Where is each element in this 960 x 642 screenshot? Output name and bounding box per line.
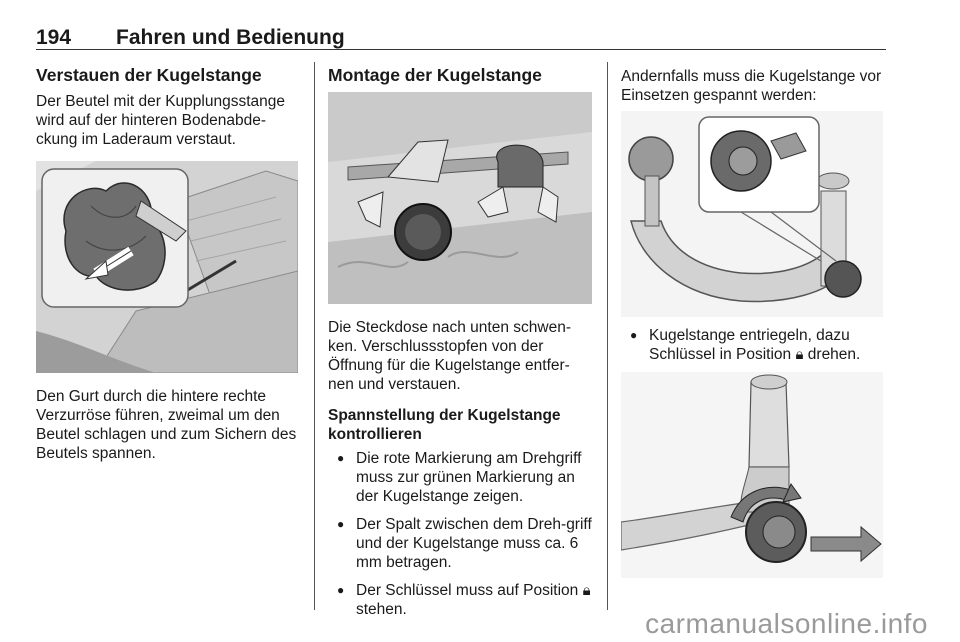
checklist — [328, 449, 594, 619]
paragraph: Die Steckdose nach unten schwen-ken. Verschlussstopfen von der Öffnung für die Kugelstange entfer-nen und verstauen. — [328, 319, 571, 393]
page-header — [36, 26, 886, 50]
lock-icon: 🔒︎ — [582, 582, 591, 599]
chapter-title: Fahren und Bedienung — [116, 26, 345, 49]
figure-ball-bar-key — [621, 111, 883, 317]
subheading: Spannstellung der Kugelstange kontrollieren — [328, 407, 561, 443]
paragraph: Der Beutel mit der Kupplungsstange wird auf der hinteren Bodenabde-ckung im Laderaum verstaut. — [36, 93, 286, 148]
section-heading: Montage der Kugelstange — [328, 65, 542, 85]
list-item: ● Kugelstange entriegeln, dazu Schlüssel in Position 🔒︎ drehen. — [621, 326, 887, 364]
list-item: ● Der Spalt zwischen dem Dreh-griff und der Kugelstange muss ca. 6 mm betragen. — [328, 515, 594, 572]
column-tensioning — [621, 64, 887, 578]
column-divider — [607, 62, 608, 610]
column-divider — [314, 62, 315, 610]
watermark: carmanualsonline.info — [645, 608, 928, 639]
paragraph: Andernfalls muss die Kugelstange vor Einsetzen gespannt werden: — [621, 68, 882, 104]
column-storage — [36, 64, 304, 463]
section-heading: Verstauen der Kugelstange — [36, 65, 262, 85]
lock-icon: 🔒︎ — [795, 346, 804, 363]
page-number: 194 — [36, 26, 72, 49]
figure-ball-bar-tension — [621, 372, 883, 578]
list-item: ● Der Schlüssel muss auf Position 🔒︎ stehen. — [328, 581, 594, 619]
list-item: ● Die rote Markierung am Drehgriff muss zur grünen Markierung an der Kugelstange zeigen. — [328, 449, 594, 506]
instruction-list — [621, 326, 887, 364]
paragraph: Den Gurt durch die hintere rechte Verzurröse führen, zweimal um den Beutel schlagen und zum Sichern des Beutels spannen. — [36, 388, 297, 462]
column-mounting — [328, 64, 594, 619]
figure-trunk-bag — [36, 161, 298, 373]
figure-socket-mount — [328, 92, 592, 304]
